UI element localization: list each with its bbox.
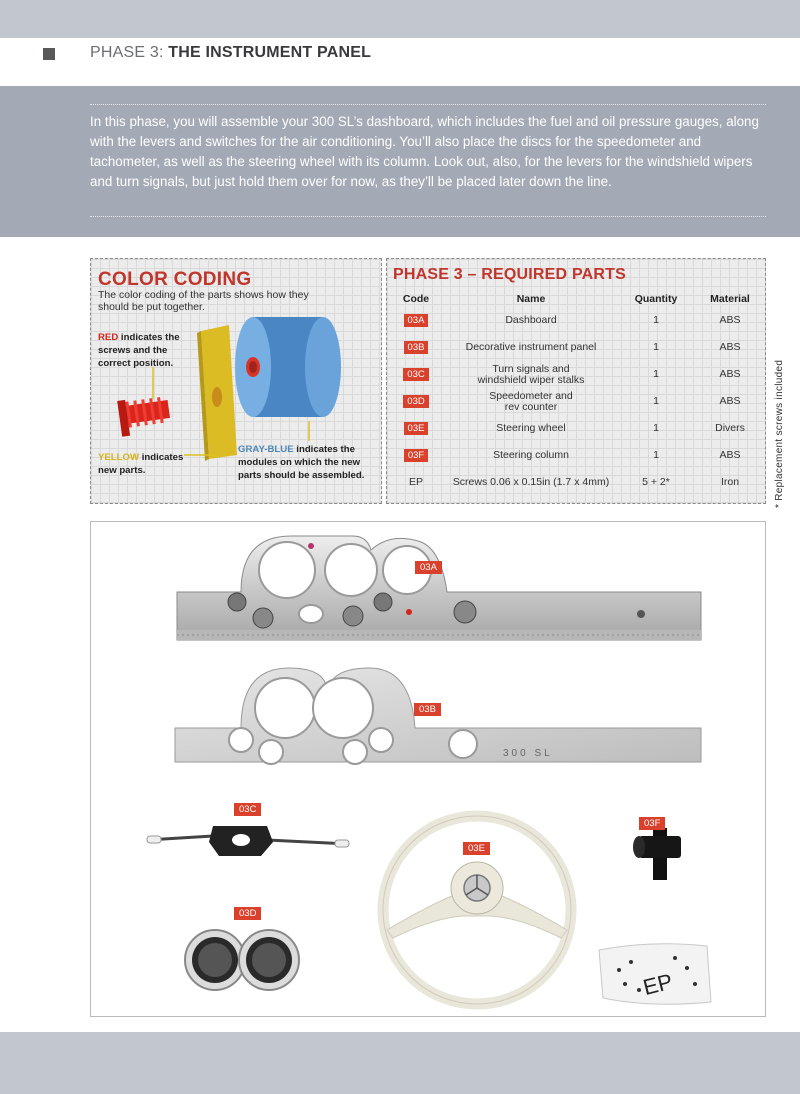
color-coding-subtitle: The color coding of the parts shows how they should be put together. bbox=[98, 289, 309, 313]
cell-quantity: 1 bbox=[653, 368, 659, 380]
yellow-legend-word: YELLOW bbox=[98, 452, 140, 463]
cell-quantity: 1 bbox=[653, 422, 659, 434]
top-band bbox=[0, 0, 800, 38]
yellow-legend bbox=[98, 451, 198, 477]
table-row bbox=[387, 388, 765, 415]
red-legend bbox=[98, 331, 198, 370]
cell-name: Speedometer and rev counter bbox=[489, 389, 573, 413]
required-parts-table bbox=[387, 291, 765, 496]
intro-divider-top bbox=[90, 104, 766, 105]
phase-name: THE INSTRUMENT PANEL bbox=[168, 44, 372, 61]
decorative-panel-part-03b bbox=[175, 668, 701, 764]
cell-quantity: 5 + 2* bbox=[642, 476, 670, 488]
blue-legend-word: GRAY-BLUE bbox=[238, 444, 294, 455]
gauges-part-03d bbox=[185, 930, 299, 990]
cell-name: Steering wheel bbox=[496, 422, 566, 434]
code-badge: 03D bbox=[403, 395, 428, 408]
phase-header bbox=[0, 38, 800, 86]
color-coding-panel bbox=[90, 258, 382, 504]
table-header-row bbox=[387, 291, 765, 307]
table-row bbox=[387, 469, 765, 496]
code-badge: 03E bbox=[404, 422, 429, 435]
table-row bbox=[387, 334, 765, 361]
phase-prefix: PHASE 3: bbox=[90, 44, 169, 61]
cell-quantity: 1 bbox=[653, 314, 659, 326]
tag-03a: 03A bbox=[415, 561, 442, 574]
required-parts-panel bbox=[386, 258, 766, 504]
tag-03c: 03C bbox=[234, 803, 261, 816]
cell-material: ABS bbox=[719, 368, 741, 380]
cell-code bbox=[387, 361, 445, 388]
parts-photo-illustration bbox=[91, 522, 767, 1018]
tag-03e: 03E bbox=[463, 842, 490, 855]
cell-code: EP bbox=[408, 476, 423, 488]
cell-code bbox=[387, 442, 445, 469]
blue-legend bbox=[238, 443, 368, 482]
header-quantity: Quantity bbox=[634, 293, 678, 305]
bag-label-ep: EP bbox=[640, 968, 676, 1001]
header-material: Material bbox=[710, 293, 750, 305]
parts-photo-panel bbox=[90, 521, 766, 1017]
code-badge: 03C bbox=[403, 368, 428, 381]
cell-material: ABS bbox=[719, 395, 741, 407]
intro-band bbox=[0, 86, 800, 237]
code-badge: 03A bbox=[404, 314, 429, 327]
dashboard-part-03a bbox=[177, 536, 701, 640]
tag-03b: 03B bbox=[414, 703, 441, 716]
yellow-legend-text: indicates new parts. bbox=[98, 452, 184, 476]
red-legend-word: RED bbox=[98, 332, 119, 343]
red-screw-shape bbox=[117, 397, 170, 437]
tag-03d: 03D bbox=[234, 907, 261, 920]
cell-code bbox=[387, 388, 445, 415]
red-legend-text: indicates the screws and the correct position. bbox=[98, 332, 180, 369]
intro-divider-bottom bbox=[90, 216, 766, 217]
cell-material: ABS bbox=[719, 449, 741, 461]
cell-material: Divers bbox=[715, 422, 745, 434]
bottom-band bbox=[0, 1032, 800, 1094]
code-badge: 03B bbox=[404, 341, 429, 354]
replacement-screws-note: * Replacement screws included bbox=[774, 359, 785, 508]
color-coding-title: COLOR CODING bbox=[98, 269, 252, 290]
cell-quantity: 1 bbox=[653, 395, 659, 407]
yellow-new-part-shape bbox=[197, 325, 237, 461]
cell-name: Decorative instrument panel bbox=[465, 341, 597, 353]
cell-name: Dashboard bbox=[505, 314, 557, 326]
table-row bbox=[387, 361, 765, 388]
cell-name: Steering column bbox=[493, 449, 569, 461]
steering-column-part-03f bbox=[633, 828, 681, 880]
table-row bbox=[387, 307, 765, 334]
header-name: Name bbox=[516, 293, 546, 305]
cell-material: Iron bbox=[720, 476, 740, 488]
cell-code bbox=[387, 334, 445, 361]
cell-name: Turn signals and windshield wiper stalks bbox=[477, 362, 585, 386]
phase-marker-square bbox=[43, 48, 55, 60]
cell-name: Screws 0.06 x 0.15in (1.7 x 4mm) bbox=[452, 476, 610, 488]
required-parts-title: PHASE 3 – REQUIRED PARTS bbox=[393, 266, 626, 283]
blue-legend-text: indicates the modules on which the new parts should be assembled. bbox=[238, 444, 365, 481]
header-code: Code bbox=[402, 293, 430, 305]
cell-code bbox=[387, 415, 445, 442]
cell-quantity: 1 bbox=[653, 449, 659, 461]
table-row bbox=[387, 415, 765, 442]
cell-material: ABS bbox=[719, 314, 741, 326]
cell-quantity: 1 bbox=[653, 341, 659, 353]
cell-code bbox=[387, 307, 445, 334]
phase-title bbox=[90, 44, 371, 62]
tag-03f: 03F bbox=[639, 817, 665, 830]
code-badge: 03F bbox=[404, 449, 428, 462]
emblem-300sl: 300 SL bbox=[503, 748, 553, 759]
stalks-part-03c bbox=[147, 826, 349, 856]
cell-material: ABS bbox=[719, 341, 741, 353]
gray-blue-module-shape bbox=[235, 317, 341, 417]
table-row bbox=[387, 442, 765, 469]
intro-paragraph: In this phase, you will assemble your 300 SL’s dashboard, which includes the fuel and oil pressure gauges, along with the levers and switches for the air conditioning. You’ll also place the discs for the speedometer and tachometer, as well as the steering wheel with its column. Look out, also, for the levers for the windshield wipers and turn signals, but just hold them over for now, as they’ll be placed later down the line. bbox=[90, 114, 759, 189]
